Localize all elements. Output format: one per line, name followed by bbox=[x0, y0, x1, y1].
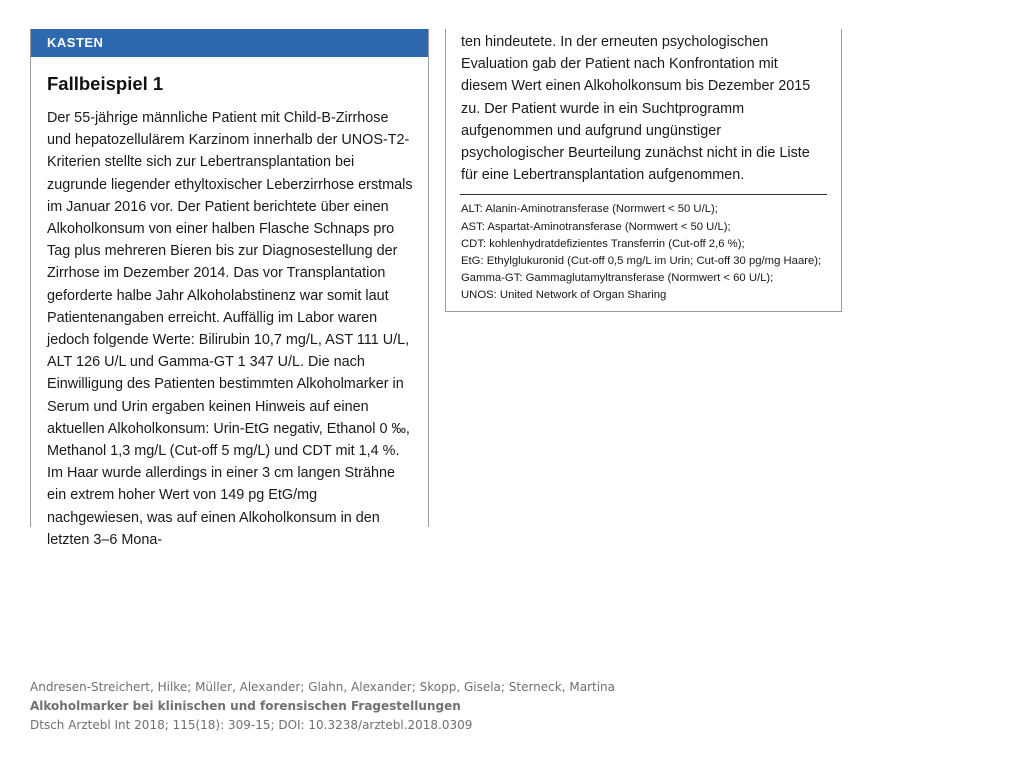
citation-footer bbox=[30, 678, 615, 735]
case-box bbox=[30, 29, 429, 548]
abbreviation-ast: AST: Aspartat-Aminotransferase (Normwert < 50 U/L); bbox=[461, 220, 731, 233]
case-body bbox=[47, 107, 414, 551]
citation-source: Dtsch Arztebl Int 2018; 115(18): 309-15; DOI: 10.3238/arztebl.2018.0309 bbox=[30, 718, 473, 732]
citation-title: Alkoholmarker bei klinischen und forensischen Fragestellungen bbox=[30, 699, 461, 713]
case-box-continuation bbox=[445, 29, 842, 312]
citation-authors: Andresen-Streichert, Hilke; Müller, Alexander; Glahn, Alexander; Skopp, Gisela; Sterneck, Martina bbox=[30, 680, 615, 694]
abbreviation-divider bbox=[460, 194, 827, 195]
case-text: Der 55-jährige männliche Patient mit Child-B-Zirrhose und hepatozellulärem Karzinom innerhalb der UNOS-T2-Kriterien stellte sich zur Lebertransplantation bei zugrunde liegender ethyltoxischer Leberzirrhose erstmals im Januar 2016 vor. Der Patient berichtete über einen Alkoholkonsum von einer halben Flasche Schnaps pro Tag plus mehreren Bieren bis zur Diagnosestellung der Zirrhose im Dezember 2014. Das vor Transplantation geforderte halbe Jahr Alkoholabstinenz war somit laut Patientenangaben erreicht. Auffällig im Labor waren jedoch folgende Werte: Bilirubin 10,7 mg/L, AST 111 U/L, ALT 126 U/L und Gamma-GT 1 347 U/L. Die nach Einwilligung des Patienten bestimmten Alkoholmarker in Serum und Urin ergaben keinen Hinweis auf einen aktuellen Alkoholkonsum: Urin-EtG negativ, Ethanol 0 ‰, Methanol 1,3 mg/L (Cut-off 5 mg/L) und CDT mit 1,4 %. Im Haar wurde allerdings in einer 3 cm langen Strähne ein extrem hoher Wert von 149 pg EtG/mg nachgewiesen, was auf einen Alkoholkonsum in den letzten 3–6 Mona- bbox=[47, 110, 413, 548]
abbreviation-alt: ALT: Alanin-Aminotransferase (Normwert < 50 U/L); bbox=[461, 203, 718, 216]
case-title: Fallbeispiel 1 bbox=[47, 73, 164, 94]
abbreviation-cdt: CDT: kohlenhydratdefizientes Transferrin (Cut-off 2,6 %); bbox=[461, 237, 745, 250]
abbreviation-list bbox=[461, 201, 827, 304]
box-header: KASTEN bbox=[31, 29, 428, 57]
abbreviation-unos: UNOS: United Network of Organ Sharing bbox=[461, 289, 667, 302]
continuation-text: ten hindeutete. In der erneuten psychologischen Evaluation gab der Patient nach Konfrontation mit diesem Wert einen Alkoholkonsum bis Dezember 2015 zu. Der Patient wurde in ein Suchtprogramm aufgenommen und aufgrund ungünstiger psychologischer Beurteilung zunächst nicht in die Liste für eine Lebertransplantation aufgenommen. bbox=[461, 34, 811, 184]
continuation-body bbox=[461, 31, 827, 186]
abbreviation-etg: EtG: Ethylglukuronid (Cut-off 0,5 mg/L im Urin; Cut-off 30 pg/mg Haare); bbox=[461, 255, 822, 268]
abbreviation-gamma-gt: Gamma-GT: Gammaglutamyltransferase (Normwert < 60 U/L); bbox=[461, 272, 774, 285]
